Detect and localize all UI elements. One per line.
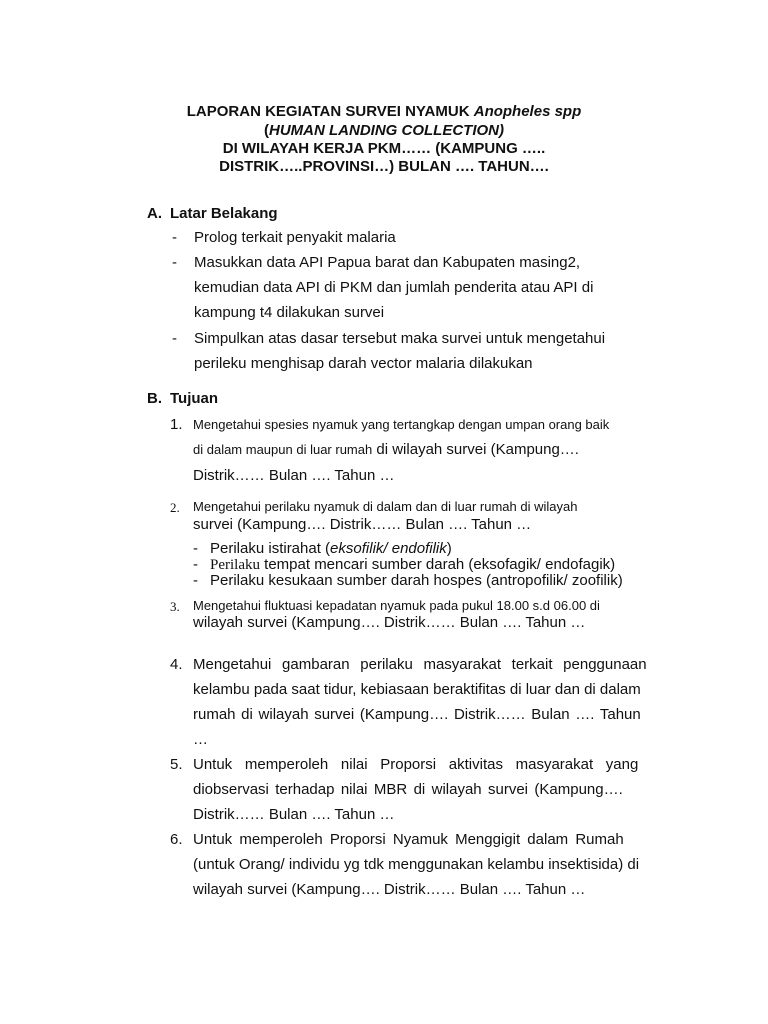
- item-1-line-1: Mengetahui spesies nyamuk yang tertangkap dengan umpan orang baik: [193, 417, 610, 432]
- item-5-line-2: diobservasi terhadap nilai MBR di wilayah survei (Kampung….: [193, 781, 623, 798]
- item-number: 6.: [170, 831, 183, 848]
- item-1-line-2-normal: di wilayah survei (Kampung….: [372, 441, 579, 458]
- sub-item-3: Perilaku kesukaan sumber darah hospes (antropofilik/ zoofilik): [210, 572, 623, 589]
- title-text: LAPORAN KEGIATAN SURVEI NYAMUK: [186, 103, 474, 120]
- item-4-line-3: rumah di wilayah survei (Kampung…. Distrik…… Bulan …. Tahun: [193, 706, 641, 723]
- item-4-line-2: kelambu pada saat tidur, kebiasaan beraktifitas di luar dan di dalam: [193, 681, 641, 698]
- item-5-line-1: Untuk memperoleh nilai Proporsi aktivitas masyarakat yang: [193, 756, 639, 773]
- title-line-4: DISTRIK…..PROVINSI…) BULAN …. TAHUN….: [219, 158, 549, 175]
- sub-item-1: [210, 540, 452, 557]
- title-method: HUMAN LANDING COLLECTION): [269, 122, 504, 139]
- sub-item-1-terms: eksofilik/ endofilik: [330, 540, 447, 557]
- item-number: 2.: [170, 500, 180, 515]
- item-number: 5.: [170, 756, 183, 773]
- bullet-dash: -: [172, 254, 177, 271]
- item-4-line-4: …: [193, 731, 208, 748]
- section-a-bullet-1: Prolog terkait penyakit malaria: [194, 229, 396, 246]
- title-paren: (: [264, 122, 269, 139]
- item-4-line-1: Mengetahui gambaran perilaku masyarakat terkait penggunaan: [193, 656, 647, 673]
- item-number: 3.: [170, 599, 180, 614]
- section-a-bullet-2-line-1: Masukkan data API Papua barat dan Kabupaten masing2,: [194, 254, 581, 271]
- item-3-line-2: wilayah survei (Kampung…. Distrik…… Bulan …. Tahun …: [193, 614, 586, 631]
- section-b-heading: Tujuan: [170, 390, 219, 407]
- sub-bullet-dash: -: [193, 572, 198, 589]
- item-6-line-3: wilayah survei (Kampung…. Distrik…… Bulan …. Tahun …: [193, 881, 586, 898]
- item-1-line-2-small: di dalam maupun di luar rumah: [193, 442, 373, 457]
- sub-item-2-text: tempat mencari sumber darah (eksofagik/ endofagik): [260, 556, 616, 573]
- bullet-dash: -: [172, 229, 177, 246]
- sub-item-2-serif: Perilaku: [210, 557, 260, 573]
- section-a-bullet-2-line-2: kemudian data API di PKM dan jumlah penderita atau API di: [194, 279, 594, 296]
- item-6-line-1: Untuk memperoleh Proporsi Nyamuk Menggigit dalam Rumah: [193, 831, 624, 848]
- item-2-line-1: Mengetahui perilaku nyamuk di dalam dan di luar rumah di wilayah: [193, 499, 578, 514]
- section-a-bullet-2-line-3: kampung t4 dilakukan survei: [194, 304, 385, 321]
- sub-bullet-dash: -: [193, 556, 198, 573]
- bullet-dash: -: [172, 330, 177, 347]
- section-b-marker: B.: [147, 390, 162, 407]
- item-1-line-3: Distrik…… Bulan …. Tahun …: [193, 467, 395, 484]
- sub-bullet-dash: -: [193, 540, 198, 557]
- item-1-line-2: [193, 441, 579, 459]
- section-a-heading: Latar Belakang: [170, 205, 278, 222]
- item-2-line-2: survei (Kampung…. Distrik…… Bulan …. Tahun …: [193, 516, 532, 533]
- item-5-line-3: Distrik…… Bulan …. Tahun …: [193, 806, 395, 823]
- section-a-marker: A.: [147, 205, 162, 222]
- sub-item-1-text: Perilaku istirahat (: [210, 540, 331, 557]
- title-line-2: [0, 122, 768, 139]
- title-line-3: DI WILAYAH KERJA PKM…… (KAMPUNG …..: [222, 140, 546, 157]
- sub-item-1-close: ): [446, 540, 452, 557]
- item-6-line-2: (untuk Orang/ individu yg tdk menggunakan kelambu insektisida) di: [193, 856, 640, 873]
- section-a-bullet-3-line-1: Simpulkan atas dasar tersebut maka survei untuk mengetahui: [194, 330, 606, 347]
- item-number: 4.: [170, 656, 183, 673]
- section-a-bullet-3-line-2: perileku menghisap darah vector malaria dilakukan: [194, 355, 533, 372]
- item-3-line-1: Mengetahui fluktuasi kepadatan nyamuk pada pukul 18.00 s.d 06.00 di: [193, 598, 600, 613]
- title-species: Anopheles spp: [473, 103, 582, 120]
- title-line-1: [0, 103, 768, 120]
- item-number: 1.: [170, 416, 183, 433]
